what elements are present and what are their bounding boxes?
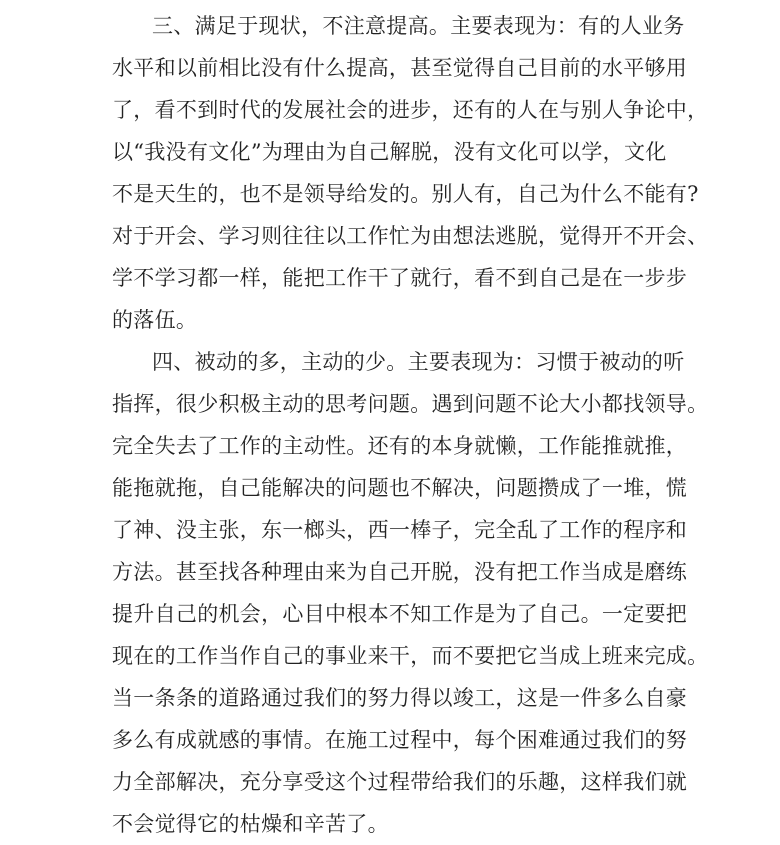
paragraph-line: 学不学习都一样，能把工作干了就行，看不到自己是在一步步: [112, 266, 688, 290]
paragraph-line: 对于开会、学习则往往以工作忙为由想法逃脱，觉得开不开会、: [112, 224, 709, 248]
paragraph-line: 不会觉得它的枯燥和辛苦了。: [112, 812, 389, 836]
paragraph-line: 现在的工作当作自己的事业来干，而不要把它当成上班来完成。: [112, 644, 709, 668]
paragraph-complacency: [112, 5, 709, 341]
paragraph-line: 提升自己的机会，心目中根本不知工作是为了自己。一定要把: [112, 602, 688, 626]
paragraph-line: 了，看不到时代的发展社会的进步，还有的人在与别人争论中，: [112, 98, 709, 122]
paragraph-line: 以“我没有文化”为理由为自己解脱，没有文化可以学，文化: [112, 140, 667, 164]
paragraph-line: 不是天生的，也不是领导给发的。别人有，自己为什么不能有?: [112, 182, 699, 206]
paragraph-line: 指挥，很少积极主动的思考问题。遇到问题不论大小都找领导。: [112, 392, 709, 416]
paragraph-line: 能拖就拖，自己能解决的问题也不解决，问题攒成了一堆，慌: [112, 476, 688, 500]
paragraph-line: 四、被动的多，主动的少。主要表现为：习惯于被动的听: [152, 350, 685, 374]
paragraph-line: 的落伍。: [112, 308, 198, 332]
paragraph-line: 完全失去了工作的主动性。还有的本身就懒，工作能推就推，: [112, 434, 688, 458]
paragraph-line: 当一条条的道路通过我们的努力得以竣工，这是一件多么自豪: [112, 686, 688, 710]
paragraph-line: 力全部解决，充分享受这个过程带给我们的乐趣，这样我们就: [112, 770, 688, 794]
paragraph-line: 了神、没主张，东一榔头，西一棒子，完全乱了工作的程序和: [112, 518, 688, 542]
paragraph-line: 三、满足于现状，不注意提高。主要表现为：有的人业务: [152, 14, 685, 38]
paragraph-line: 水平和以前相比没有什么提高，甚至觉得自己目前的水平够用: [112, 56, 688, 80]
paragraph-line: 多么有成就感的事情。在施工过程中，每个困难通过我们的努: [112, 728, 688, 752]
paragraph-passivity: [112, 341, 709, 845]
paragraph-line: 方法。甚至找各种理由来为自己开脱，没有把工作当成是磨练: [112, 560, 688, 584]
